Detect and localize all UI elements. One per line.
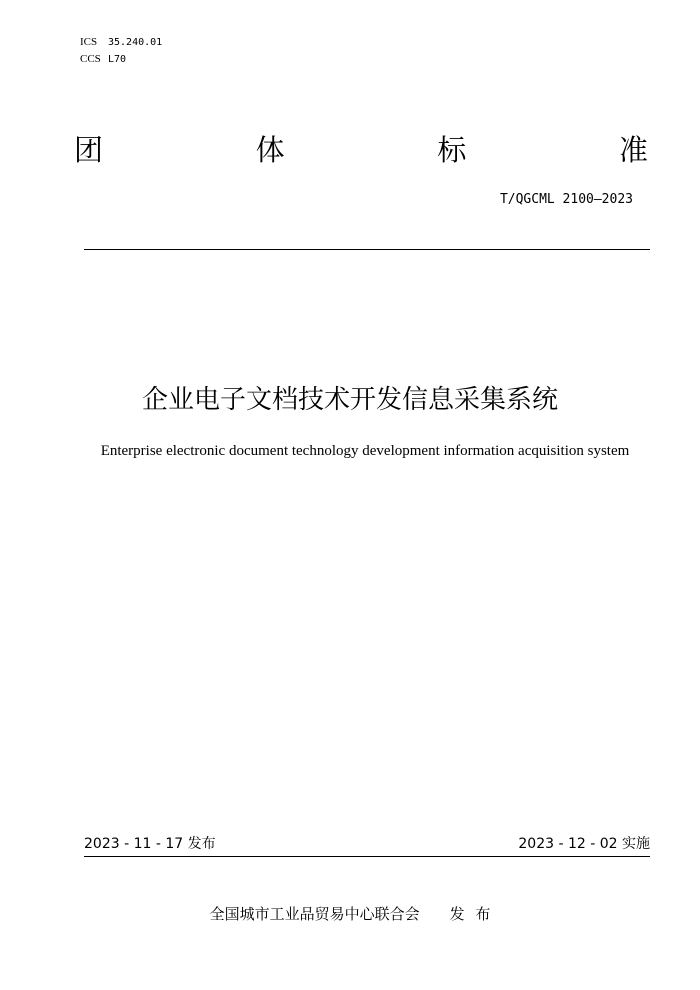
document-title-cn: 企业电子文档技术开发信息采集系统 xyxy=(141,385,558,415)
top-divider xyxy=(84,249,650,250)
implement-date: 2023 - 12 - 02 实施 xyxy=(518,836,650,852)
date-row xyxy=(84,834,650,854)
ccs-label: CCS xyxy=(80,53,101,65)
ics-value: 35.240.01 xyxy=(108,37,163,48)
standard-code: T/QGCML 2100—2023 xyxy=(499,192,633,207)
publisher-line xyxy=(0,903,700,925)
ics-label: ICS xyxy=(80,36,98,48)
document-title-en: Enterprise electronic document technology development information acquisition system xyxy=(100,443,630,459)
publish-date: 2023 - 11 - 17 发布 xyxy=(84,836,216,852)
standard-type-char: 团 xyxy=(74,133,104,167)
standard-type-heading xyxy=(74,130,648,170)
classification-codes xyxy=(80,34,162,68)
standard-type-char: 标 xyxy=(437,133,467,167)
publisher-name: 全国城市工业品贸易中心联合会 xyxy=(209,905,420,923)
publisher-action: 发 布 xyxy=(449,905,491,923)
ccs-row xyxy=(80,51,162,68)
standard-type-char: 体 xyxy=(255,133,285,167)
ics-row xyxy=(80,34,162,51)
bottom-divider xyxy=(84,856,650,857)
ccs-value: L70 xyxy=(108,54,127,65)
standard-type-char: 准 xyxy=(618,133,648,167)
